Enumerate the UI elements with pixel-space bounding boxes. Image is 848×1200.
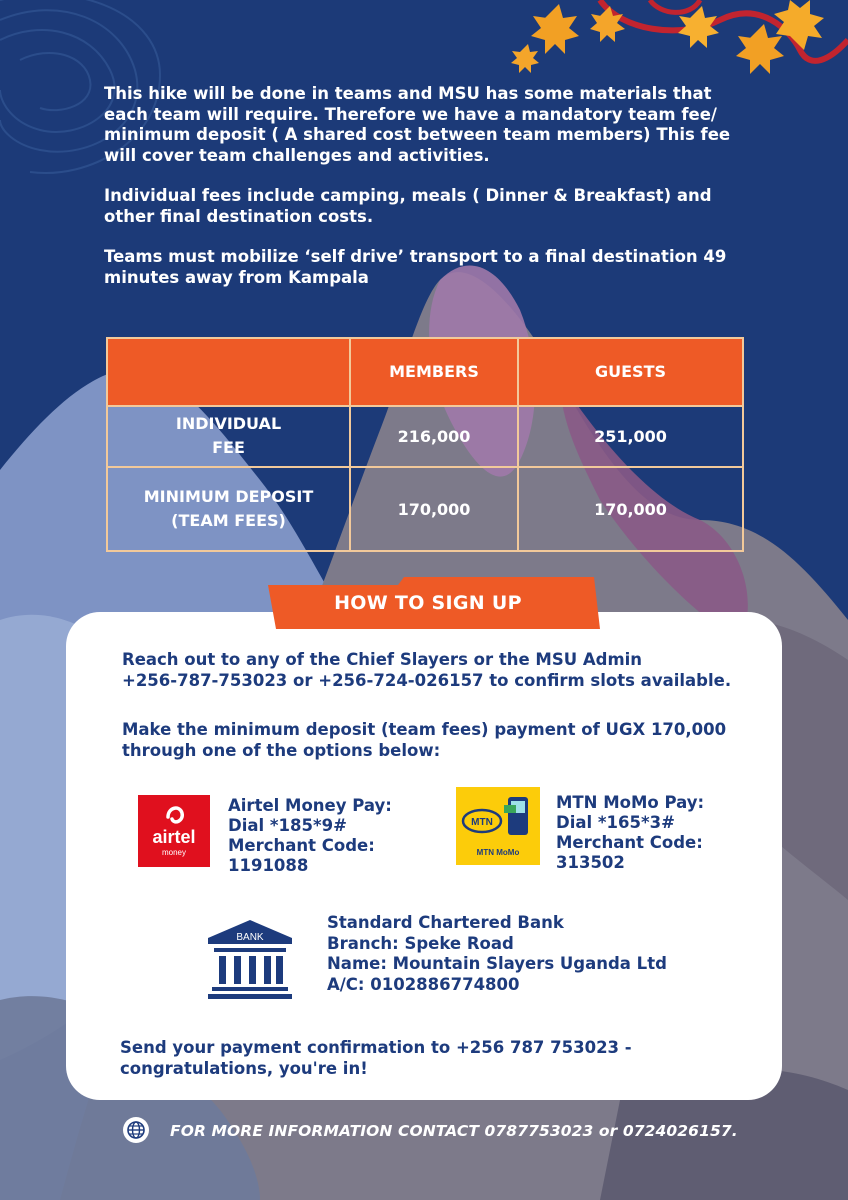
intro-text <box>104 84 754 308</box>
table-row <box>107 467 743 551</box>
airtel-line: Dial *185*9# <box>228 816 347 835</box>
fees-table <box>106 337 744 552</box>
airtel-logo-sub: money <box>161 848 187 857</box>
fees-row-label <box>107 467 350 551</box>
mtn-line: 313502 <box>556 853 625 872</box>
airtel-line: Airtel Money Pay: <box>228 796 392 815</box>
bank-line: A/C: 0102886774800 <box>327 974 520 994</box>
mtn-line: MTN MoMo Pay: <box>556 793 705 812</box>
mtn-logo-text: MTN <box>471 817 493 828</box>
intro-paragraph-2 <box>104 186 754 227</box>
airtel-logo-text: airtel <box>152 827 196 847</box>
globe-icon <box>122 1116 150 1144</box>
bank-icon-label: BANK <box>236 932 264 943</box>
intro-paragraph-3 <box>104 247 754 288</box>
bank-icon <box>206 920 294 1000</box>
fees-row-label <box>107 406 350 467</box>
intro-p3-line: minutes away from Kampala <box>104 267 369 287</box>
step1-line: Reach out to any of the Chief Slayers or the MSU Admin <box>122 650 643 669</box>
signup-step-contact <box>122 649 762 691</box>
intro-paragraph-1 <box>104 84 754 166</box>
fees-row-label-line: FEE <box>212 438 245 458</box>
mtn-payment-details <box>556 793 756 873</box>
airtel-line: Merchant Code: <box>228 836 375 855</box>
bank-payment-details <box>327 913 747 995</box>
fees-table-header-members: MEMBERS <box>350 338 518 406</box>
step2-line: Make the minimum deposit (team fees) payment of UGX 170,000 <box>122 720 727 739</box>
fees-table-header-empty <box>107 338 350 406</box>
intro-p1-line: will cover team challenges and activities. <box>104 145 490 165</box>
step1-line: +256-787-753023 or +256-724-026157 to confirm slots available. <box>122 671 732 690</box>
fees-guests-value: 251,000 <box>518 406 743 467</box>
fees-guests-value: 170,000 <box>518 467 743 551</box>
bank-line: Branch: Speke Road <box>327 933 514 953</box>
step2-line: through one of the options below: <box>122 741 441 760</box>
table-row <box>107 406 743 467</box>
fees-members-value: 216,000 <box>350 406 518 467</box>
intro-p3-line: Teams must mobilize ‘self drive’ transport to a final destination 49 <box>104 247 727 266</box>
mtn-phone-icon <box>456 787 540 865</box>
step3-line: Send your payment confirmation to +256 787 753023 - <box>120 1038 632 1057</box>
mtn-line: Dial *165*3# <box>556 813 675 832</box>
intro-p1-line: minimum deposit ( A shared cost between team members) This fee <box>104 125 731 144</box>
mtn-line: Merchant Code: <box>556 833 703 852</box>
footer-contact-text: FOR MORE INFORMATION CONTACT 0787753023 or 0724026157. <box>170 1122 738 1140</box>
bank-line: Name: Mountain Slayers Uganda Ltd <box>327 954 667 973</box>
fees-table-header-row <box>107 338 743 406</box>
fees-table-header-guests: GUESTS <box>518 338 743 406</box>
airtel-money-logo <box>138 795 210 867</box>
fees-row-label-line: INDIVIDUAL <box>175 414 282 434</box>
airtel-swirl-icon <box>138 795 210 867</box>
fees-row-label-line: (TEAM FEES) <box>171 511 286 530</box>
signup-tab-label: HOW TO SIGN UP <box>334 592 522 614</box>
signup-step-deposit <box>122 719 762 761</box>
signup-step-confirmation <box>120 1037 760 1079</box>
intro-p1-line: This hike will be done in teams and MSU has some materials that <box>104 84 712 103</box>
fees-members-value: 170,000 <box>350 467 518 551</box>
airtel-line: 1191088 <box>228 856 309 875</box>
airtel-payment-details <box>228 796 428 876</box>
intro-p1-line: each team will require. Therefore we have a mandatory team fee/ <box>104 104 717 124</box>
intro-p2-line: other final destination costs. <box>104 206 374 226</box>
fees-row-label-line: MINIMUM DEPOSIT <box>143 487 314 506</box>
mtn-logo-sub: MTN MoMo <box>476 848 520 857</box>
step3-line: congratulations, you're in! <box>120 1059 368 1078</box>
mtn-momo-logo <box>456 787 540 865</box>
bank-line: Standard Chartered Bank <box>327 913 564 932</box>
intro-p2-line: Individual fees include camping, meals ( Dinner & Breakfast) and <box>104 186 712 205</box>
